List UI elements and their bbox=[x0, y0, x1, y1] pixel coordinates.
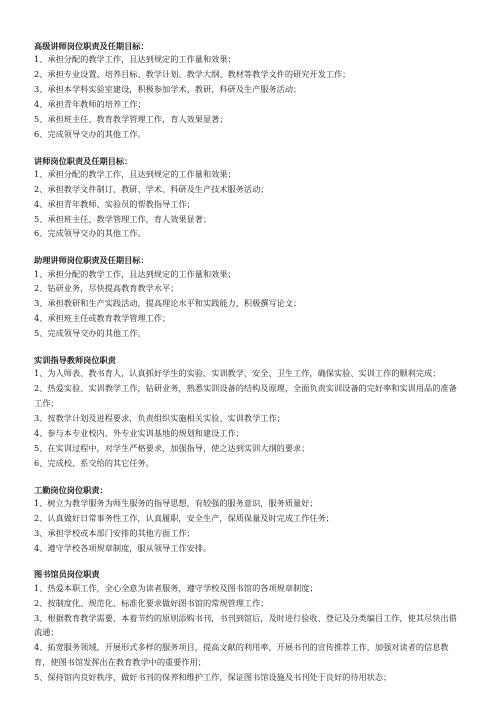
list-item: 6、完成领导交办的其他工作。 bbox=[34, 228, 146, 239]
list-item: 3、承担教研和生产实践活动，提高理论水平和实践能力，积极撰写论文； bbox=[34, 298, 302, 309]
list-item: 3、根据教育教学需要，本着节约的原则添购书刊，书刊到馆后，及时进行验收、登记及分类编目工作，使其尽快出借流通； bbox=[34, 612, 457, 638]
list-item: 3、承担本学科实验室建设，积极参加学术、教研、科研及生产服务活动； bbox=[34, 84, 302, 95]
section-heading: 图书馆员岗位职责 bbox=[34, 569, 100, 580]
list-item: 2、认真做好日常事务性工作，认真履职，安全生产，保质保量及时完成工作任务； bbox=[34, 512, 334, 523]
section-heading: 高级讲师岗位职责及任期目标： bbox=[34, 41, 149, 51]
list-item: 4、参与本专业校内、外专业实训基地的规划和建设工作； bbox=[34, 427, 244, 438]
list-item: 3、承担学校或本部门安排的其他方面工作； bbox=[34, 527, 195, 538]
list-item: 4、承担青年教师、实验员的帮教指导工作； bbox=[34, 198, 195, 209]
list-item: 2、承担专业设置、培养目标、教学计划、教学大纲、教材等教学文件的研究开发工作； bbox=[34, 69, 351, 80]
list-item: 2、钻研业务，尽快提高教育教学水平； bbox=[34, 283, 179, 294]
list-item: 5、承担班主任、教育教学管理工作，育人效果显著； bbox=[34, 113, 228, 124]
list-item: 5、在实训过程中，对学生严格要求，加强指导，使之达到实训大纲的要求； bbox=[34, 442, 310, 453]
list-item: 2、热爱实验、实训教学工作，钻研业务，熟悉实训设备的结构及原理，全面负责实训设备的完好率和实训用品的准备工作； bbox=[34, 383, 457, 409]
list-item: 1、承担分配的教学工作，且达到规定的工作量和效果； bbox=[34, 54, 236, 65]
list-item: 4、拓宽服务领域，开展形式多样的服务项目，提高文献的利用率，开展书刊的宣传推荐工作，加强对读者的信息教育，使图书馆发挥出在教育教学中的重要作用； bbox=[34, 642, 449, 668]
list-item: 2、按制度化、规范化、标准化要求做好图书馆的常规管理工作； bbox=[34, 597, 269, 608]
list-item: 4、遵守学校各项规章制度，服从领导工作安排。 bbox=[34, 542, 212, 553]
list-item: 5、承担班主任、教学管理工作，育人效果显著； bbox=[34, 213, 212, 224]
section-service-staff bbox=[34, 482, 464, 556]
section-training-instructor bbox=[34, 352, 464, 471]
list-item: 1、承担分配的教学工作，且达到规定的工作量和效果； bbox=[34, 268, 236, 279]
section-lecturer bbox=[34, 153, 464, 242]
section-heading: 实训指导教师岗位职责 bbox=[34, 355, 116, 366]
list-item: 5、完成领导交办的其他工作。 bbox=[34, 328, 146, 339]
list-item: 4、承担班主任或教育教学管理工作； bbox=[34, 313, 171, 324]
list-item: 1、热爱本职工作，全心全意为读者服务，遵守学校及图书馆的各项规章制度； bbox=[34, 582, 318, 593]
list-item: 1、树立为教学服务为师生服务的指导思想，有较强的服务意识，服务质量好； bbox=[34, 497, 318, 508]
list-item: 5、保持馆内良好秩序，做好书刊的保养和维护工作，保证图书馆设施及书刊处于良好的待用状态； bbox=[34, 672, 392, 683]
list-item: 6、完成领导交办的其他工作。 bbox=[34, 128, 146, 139]
section-heading: 工勤岗位岗位职责： bbox=[34, 484, 108, 495]
list-item: 4、承担青年教师的培养工作； bbox=[34, 98, 146, 109]
section-librarian bbox=[34, 566, 464, 685]
list-item: 3、按教学计划及进程要求，负责组织实施相关实验、实训教学工作； bbox=[34, 413, 285, 424]
document-page bbox=[34, 38, 464, 696]
list-item: 1、承担分配的教学工作，且达到规定的工作量和效果； bbox=[34, 168, 236, 179]
list-item: 2、承担教学文件制订、教研、学术、科研及生产技术服务活动； bbox=[34, 183, 269, 194]
section-heading: 助理讲师岗位职责及任期目标： bbox=[34, 255, 149, 266]
list-item: 1、为人师表、教书育人，认真抓好学生的实验、实训教学、安全、卫生工作，确保实验、实训工作的顺利完成； bbox=[34, 368, 441, 379]
section-heading: 讲师岗位职责及任期目标： bbox=[34, 155, 133, 166]
section-senior-lecturer bbox=[34, 38, 464, 142]
section-assistant-lecturer bbox=[34, 252, 464, 341]
list-item: 6、完成校、系交给的其它任务。 bbox=[34, 457, 154, 468]
